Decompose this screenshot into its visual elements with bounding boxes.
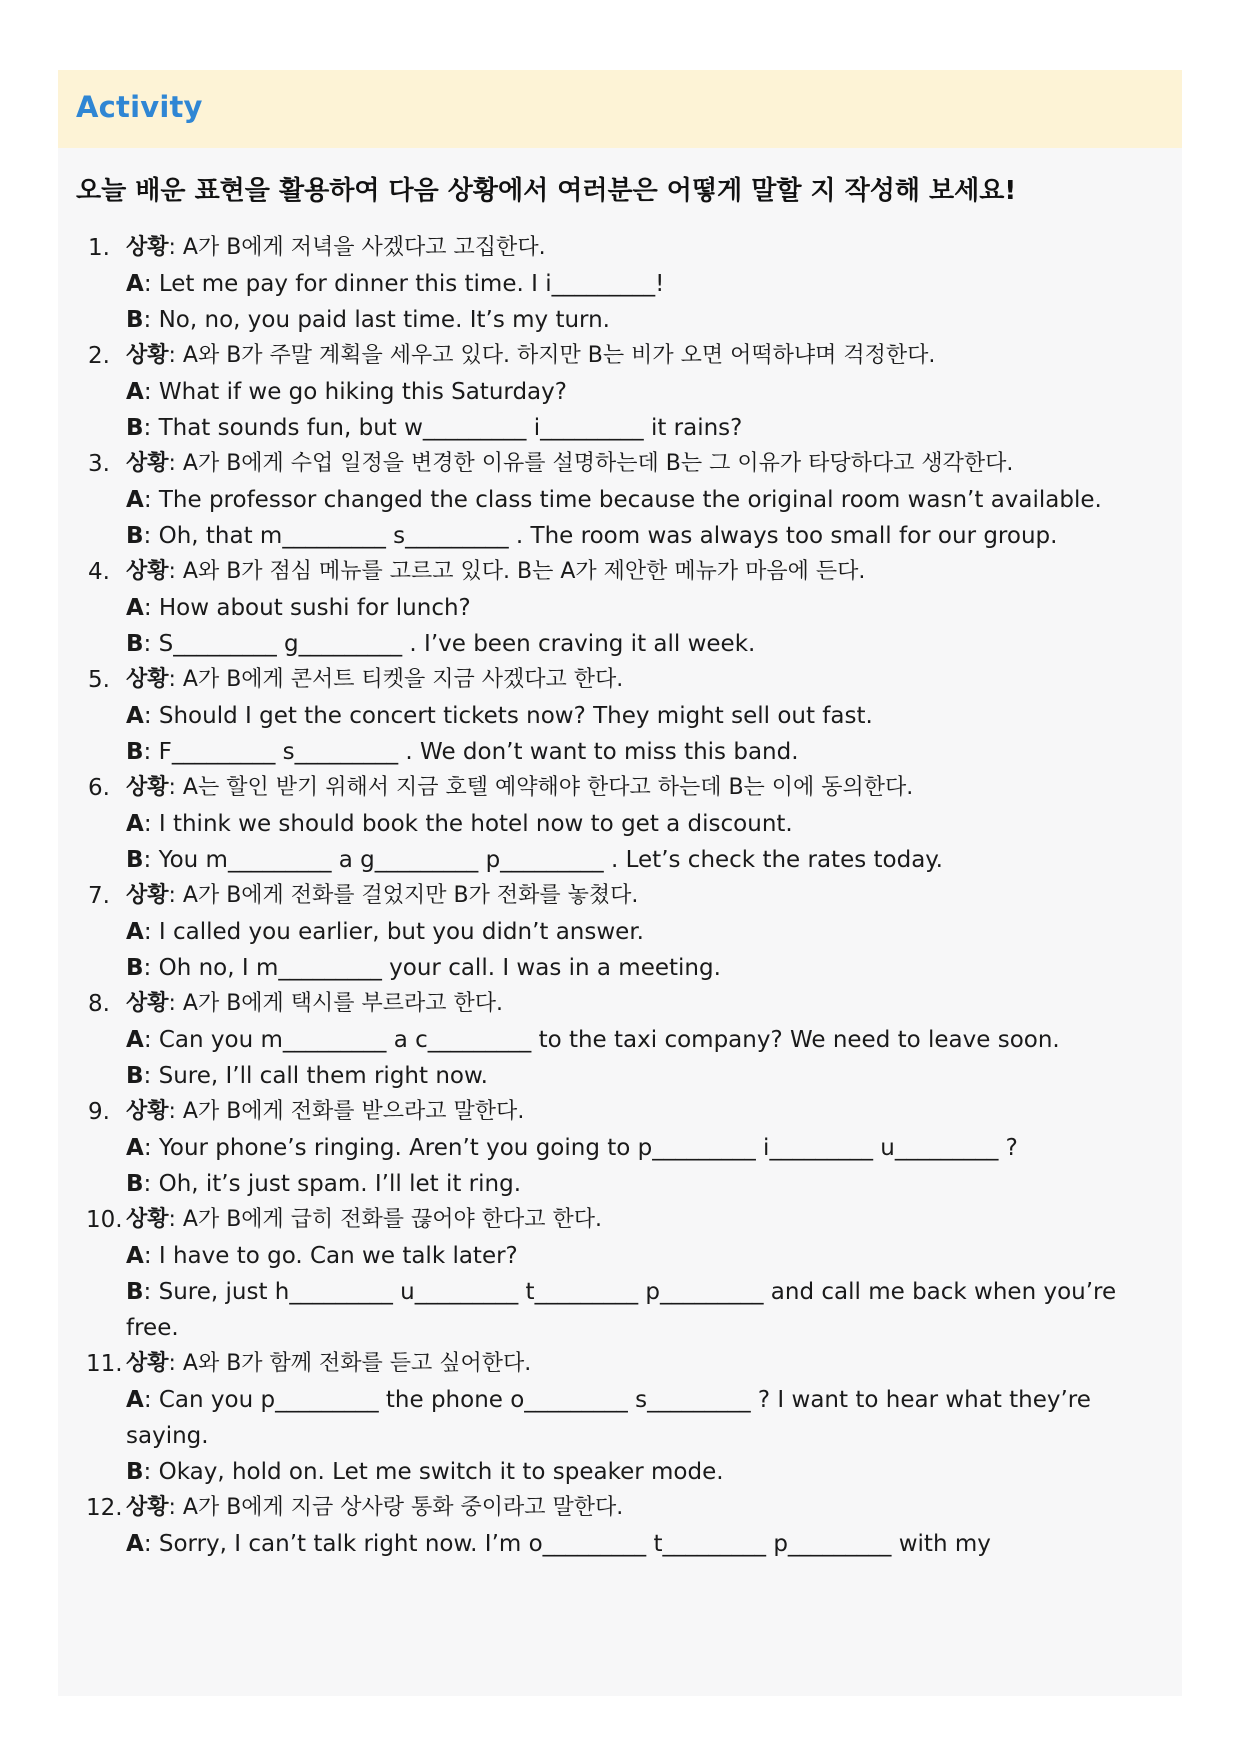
speaker-a-line <box>126 266 1182 302</box>
exercise-item <box>58 878 1182 986</box>
speaker-a-line <box>126 1238 1182 1274</box>
speaker-b-line-label: B <box>126 307 144 333</box>
speaker-b-line-text: : Okay, hold on. Let me switch it to speaker mode. <box>143 1459 724 1485</box>
speaker-a-line-label: A <box>126 487 144 513</box>
situation-line <box>126 338 1182 374</box>
situation-line-text: : A가 B에게 수업 일정을 변경한 이유를 설명하는데 B는 그 이유가 타당하다고 생각한다. <box>168 451 1014 476</box>
situation-line-text: : A가 B에게 전화를 걸었지만 B가 전화를 놓쳤다. <box>168 883 639 908</box>
situation-line-label: 상황 <box>126 343 169 368</box>
speaker-a-line-label: A <box>126 703 144 729</box>
speaker-a-line-label: A <box>126 1387 144 1413</box>
situation-line <box>126 554 1182 590</box>
speaker-a-line-label: A <box>126 1135 144 1161</box>
situation-line-text: : A는 할인 받기 위해서 지금 호텔 예약해야 한다고 하는데 B는 이에 동의한다. <box>168 775 914 800</box>
speaker-b-line <box>126 842 1182 878</box>
situation-line-label: 상황 <box>126 1351 169 1376</box>
speaker-a-line-text: : The professor changed the class time because the original room wasn’t available. <box>143 487 1102 513</box>
speaker-a-line-label: A <box>126 595 144 621</box>
situation-line-label: 상황 <box>126 1099 169 1124</box>
speaker-a-line <box>126 1130 1171 1166</box>
speaker-b-line <box>126 1058 1182 1094</box>
speaker-b-line-text: : You m_________ a g_________ p_________ . Let’s check the rates today. <box>143 847 943 873</box>
speaker-b-line <box>126 734 1182 770</box>
item-number: 9. <box>88 1099 110 1125</box>
situation-line-text: : A와 B가 함께 전화를 듣고 싶어한다. <box>168 1351 532 1376</box>
speaker-a-line-text: : Should I get the concert tickets now? They might sell out fast. <box>143 703 873 729</box>
speaker-a-line <box>126 1022 1171 1058</box>
situation-line <box>126 230 1182 266</box>
activity-content <box>58 148 1182 1696</box>
situation-line <box>126 1094 1182 1130</box>
item-number: 6. <box>88 775 110 801</box>
exercise-item <box>58 986 1182 1094</box>
speaker-b-line-text: : Oh no, I m_________ your call. I was in a meeting. <box>143 955 721 981</box>
speaker-a-line-text: : Can you m_________ a c_________ to the taxi company? We need to leave soon. <box>143 1027 1060 1053</box>
situation-line <box>126 770 1182 806</box>
speaker-a-line-text: : Your phone’s ringing. Aren’t you going to p_________ i_________ u_________ ? <box>143 1135 1018 1161</box>
speaker-a-line-text: : I think we should book the hotel now to get a discount. <box>143 811 793 837</box>
speaker-a-line-label: A <box>126 1027 144 1053</box>
situation-line-label: 상황 <box>126 451 169 476</box>
situation-line <box>126 986 1182 1022</box>
situation-line-text: : A와 B가 주말 계획을 세우고 있다. 하지만 B는 비가 오면 어떡하냐며 걱정한다. <box>168 343 936 368</box>
speaker-b-line-label: B <box>126 415 144 441</box>
speaker-a-line-label: A <box>126 919 144 945</box>
situation-line-label: 상황 <box>126 559 169 584</box>
item-number: 5. <box>88 667 110 693</box>
speaker-b-line-text: : Oh, it’s just spam. I’ll let it ring. <box>143 1171 521 1197</box>
exercise-item <box>58 1202 1182 1346</box>
speaker-b-line-label: B <box>126 1459 144 1485</box>
speaker-a-line <box>126 698 1182 734</box>
speaker-a-line <box>126 914 1182 950</box>
speaker-b-line-label: B <box>126 523 144 549</box>
item-number: 8. <box>88 991 110 1017</box>
situation-line-text: : A가 B에게 전화를 받으라고 말한다. <box>168 1099 525 1124</box>
speaker-b-line-text: : That sounds fun, but w_________ i_________ it rains? <box>143 415 743 441</box>
activity-title: Activity <box>76 90 203 124</box>
item-number: 12. <box>86 1495 123 1521</box>
speaker-b-line-label: B <box>126 955 144 981</box>
speaker-b-line-label: B <box>126 1171 144 1197</box>
speaker-b-line-label: B <box>126 631 144 657</box>
speaker-a-line <box>126 1382 1171 1454</box>
situation-line-label: 상황 <box>126 235 169 260</box>
situation-line-label: 상황 <box>126 1495 169 1520</box>
exercise-item <box>58 662 1182 770</box>
item-number: 2. <box>88 343 110 369</box>
situation-line-label: 상황 <box>126 775 169 800</box>
speaker-a-line-label: A <box>126 271 144 297</box>
situation-line-text: : A가 B에게 급히 전화를 끊어야 한다고 한다. <box>168 1207 603 1232</box>
speaker-b-line <box>126 1166 1182 1202</box>
speaker-a-line <box>126 1526 1182 1562</box>
item-number: 1. <box>88 235 110 261</box>
situation-line-text: : A가 B에게 저녁을 사겠다고 고집한다. <box>168 235 546 260</box>
item-number: 11. <box>86 1351 123 1377</box>
exercise-item <box>58 446 1182 554</box>
speaker-b-line-label: B <box>126 847 144 873</box>
situation-line <box>126 1346 1182 1382</box>
item-number: 10. <box>86 1207 123 1233</box>
speaker-a-line-label: A <box>126 379 144 405</box>
exercise-list <box>58 230 1182 1562</box>
speaker-b-line-label: B <box>126 1279 144 1305</box>
exercise-item <box>58 1490 1182 1562</box>
exercise-item <box>58 338 1182 446</box>
activity-header <box>58 70 1182 148</box>
speaker-b-line <box>126 410 1182 446</box>
situation-line <box>126 1490 1182 1526</box>
situation-line-label: 상황 <box>126 991 169 1016</box>
speaker-a-line-label: A <box>126 1531 144 1557</box>
item-number: 3. <box>88 451 110 477</box>
speaker-b-line <box>126 626 1182 662</box>
speaker-a-line <box>126 374 1182 410</box>
exercise-item <box>58 1094 1182 1202</box>
speaker-b-line-text: : No, no, you paid last time. It’s my turn. <box>143 307 610 333</box>
situation-line <box>126 446 1182 482</box>
item-number: 4. <box>88 559 110 585</box>
speaker-b-line-text: : S_________ g_________ . I’ve been craving it all week. <box>143 631 756 657</box>
speaker-b-line <box>126 302 1182 338</box>
speaker-a-line-label: A <box>126 1243 144 1269</box>
speaker-a-line-text: : Can you p_________ the phone o_________ s_________ ? I want to hear what they’re saying. <box>126 1387 1091 1449</box>
situation-line <box>126 1202 1182 1238</box>
speaker-b-line-text: : F_________ s_________ . We don’t want to miss this band. <box>143 739 799 765</box>
situation-line <box>126 878 1182 914</box>
speaker-a-line-text: : Let me pay for dinner this time. I i_________! <box>143 271 665 297</box>
exercise-item <box>58 554 1182 662</box>
speaker-b-line <box>126 1274 1171 1346</box>
speaker-a-line-text: : What if we go hiking this Saturday? <box>143 379 567 405</box>
speaker-b-line <box>126 1454 1182 1490</box>
speaker-b-line-text: : Sure, just h_________ u_________ t_________ p_________ and call me back when you’re free. <box>126 1279 1117 1341</box>
situation-line-label: 상황 <box>126 883 169 908</box>
situation-line-text: : A가 B에게 지금 상사랑 통화 중이라고 말한다. <box>168 1495 624 1520</box>
speaker-a-line-text: : Sorry, I can’t talk right now. I’m o_________ t_________ p_________ with my <box>143 1531 991 1557</box>
speaker-b-line-label: B <box>126 739 144 765</box>
item-number: 7. <box>88 883 110 909</box>
speaker-b-line <box>126 950 1182 986</box>
speaker-b-line-label: B <box>126 1063 144 1089</box>
speaker-a-line <box>126 806 1182 842</box>
instruction-text: 오늘 배운 표현을 활용하여 다음 상황에서 여러분은 어떻게 말할 지 작성해 보세요! <box>76 176 1017 206</box>
speaker-b-line <box>126 518 1171 554</box>
situation-line <box>126 662 1182 698</box>
speaker-a-line-text: : I called you earlier, but you didn’t answer. <box>143 919 644 945</box>
exercise-item <box>58 1346 1182 1490</box>
situation-line-text: : A가 B에게 콘서트 티켓을 지금 사겠다고 한다. <box>168 667 624 692</box>
speaker-a-line-text: : I have to go. Can we talk later? <box>143 1243 518 1269</box>
speaker-a-line-text: : How about sushi for lunch? <box>143 595 471 621</box>
speaker-a-line-label: A <box>126 811 144 837</box>
situation-line-text: : A가 B에게 택시를 부르라고 한다. <box>168 991 504 1016</box>
exercise-item <box>58 770 1182 878</box>
situation-line-label: 상황 <box>126 667 169 692</box>
situation-line-text: : A와 B가 점심 메뉴를 고르고 있다. B는 A가 제안한 메뉴가 마음에 든다. <box>168 559 866 584</box>
speaker-b-line-text: : Sure, I’ll call them right now. <box>143 1063 488 1089</box>
speaker-a-line <box>126 482 1171 518</box>
speaker-a-line <box>126 590 1182 626</box>
speaker-b-line-text: : Oh, that m_________ s_________ . The room was always too small for our group. <box>143 523 1058 549</box>
exercise-item <box>58 230 1182 338</box>
situation-line-label: 상황 <box>126 1207 169 1232</box>
